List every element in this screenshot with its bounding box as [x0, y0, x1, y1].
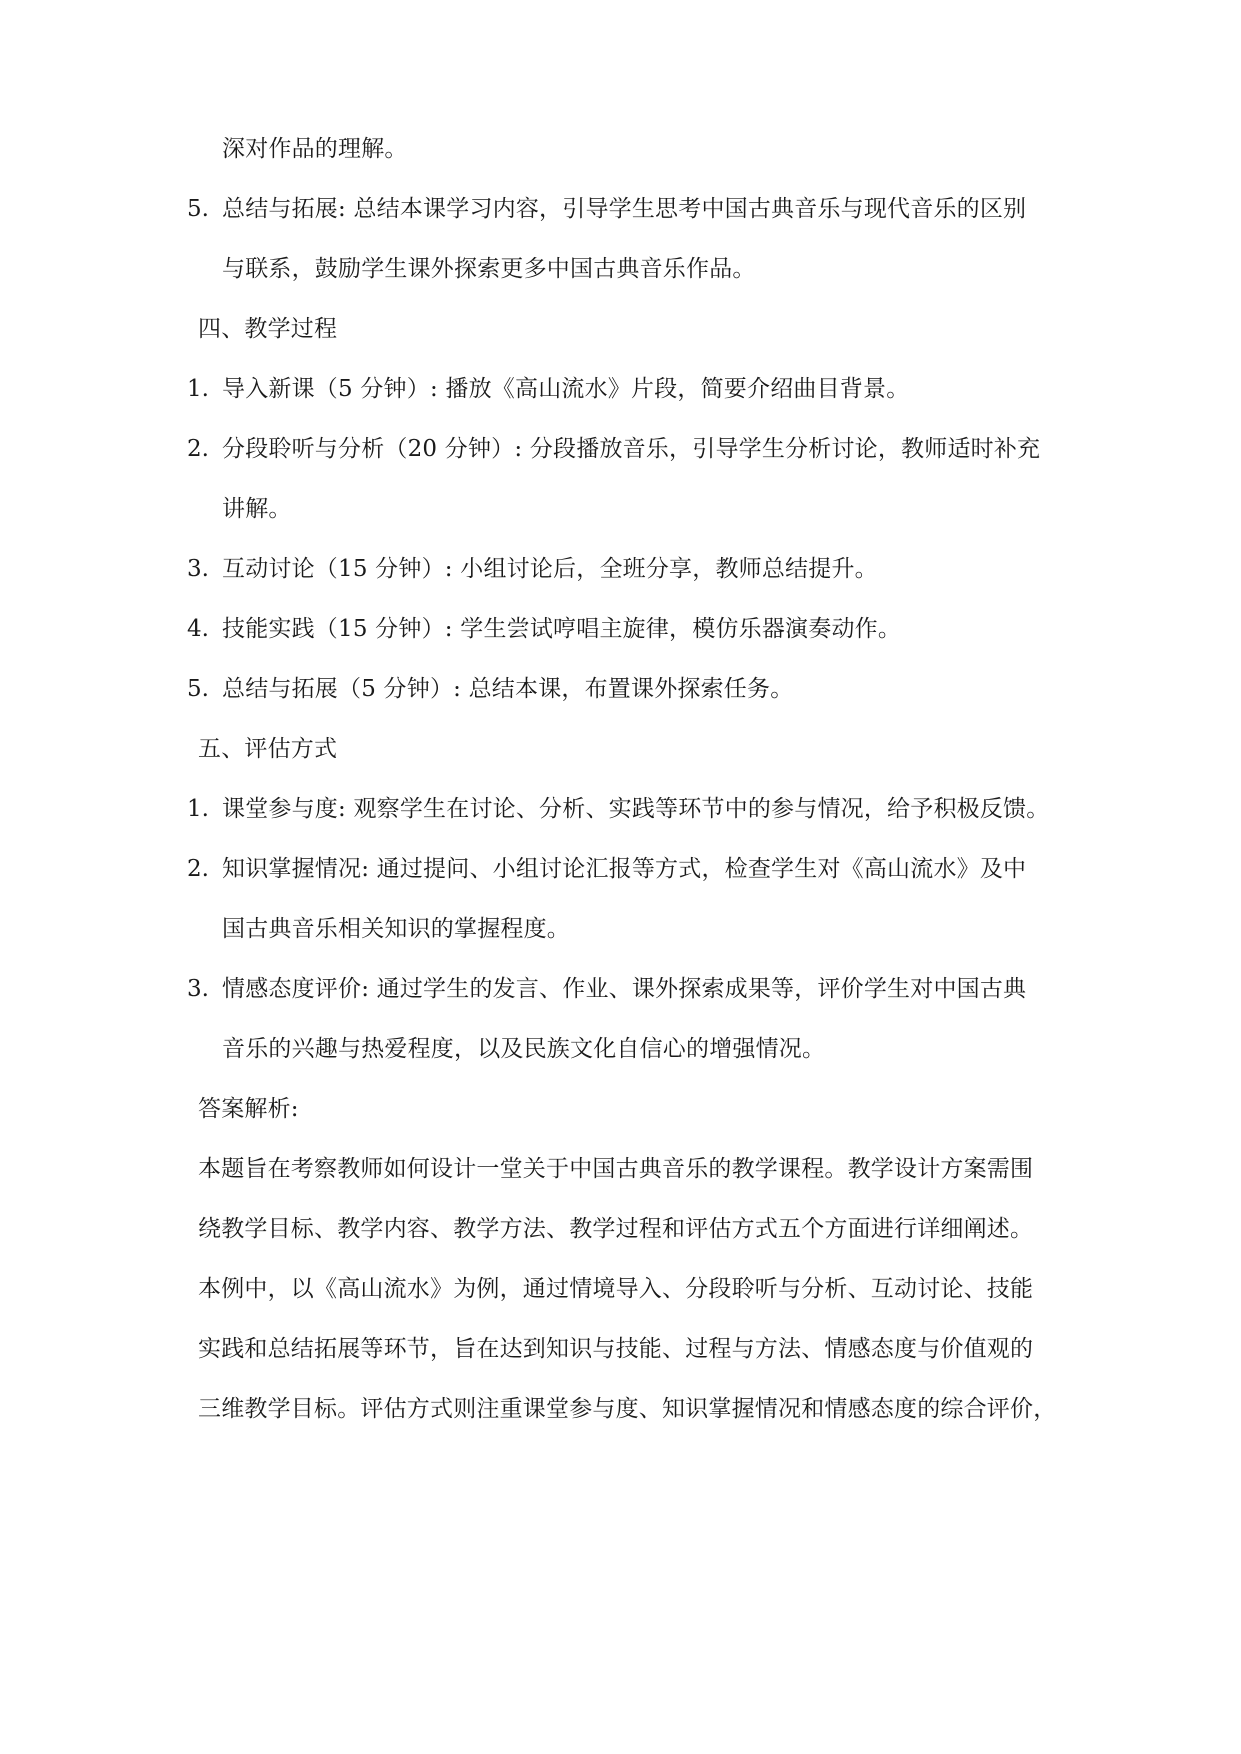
list-item-text: 知识掌握情况: 通过提问、小组讨论汇报等方式，检查学生对《高山流水》及中 — [222, 856, 1027, 882]
paragraph-line: 绕教学目标、教学内容、教学方法、教学过程和评估方式五个方面进行详细阐述。 — [198, 1216, 1034, 1242]
list-item-text: 技能实践（15 分钟）: 学生尝试哼唱主旋律，模仿乐器演奏动作。 — [222, 616, 902, 642]
list-number: 5. — [187, 196, 209, 222]
list-number: 1. — [187, 376, 209, 402]
continuation-text: 深对作品的理解。 — [222, 136, 408, 162]
paragraph-line: 三维教学目标。评估方式则注重课堂参与度、知识掌握情况和情感态度的综合评价， — [198, 1396, 1057, 1422]
list-item-text: 与联系，鼓励学生课外探索更多中国古典音乐作品。 — [222, 256, 756, 282]
list-number: 3. — [187, 556, 209, 582]
list-item-text: 总结与拓展: 总结本课学习内容，引导学生思考中国古典音乐与现代音乐的区别 — [222, 196, 1027, 222]
analysis-heading: 答案解析: — [198, 1096, 299, 1122]
section-heading: 五、评估方式 — [198, 736, 338, 762]
list-number: 3. — [187, 976, 209, 1002]
list-item-text: 音乐的兴趣与热爱程度，以及民族文化自信心的增强情况。 — [222, 1036, 826, 1062]
paragraph-line: 实践和总结拓展等环节，旨在达到知识与技能、过程与方法、情感态度与价值观的 — [198, 1336, 1034, 1362]
list-item-text: 导入新课（5 分钟）: 播放《高山流水》片段，简要介绍曲目背景。 — [222, 376, 910, 402]
list-number: 2. — [187, 436, 209, 462]
paragraph-line: 本题旨在考察教师如何设计一堂关于中国古典音乐的教学课程。教学设计方案需围 — [198, 1156, 1034, 1182]
paragraph-line: 本例中，以《高山流水》为例，通过情境导入、分段聆听与分析、互动讨论、技能 — [198, 1276, 1034, 1302]
list-number: 2. — [187, 856, 209, 882]
section-heading: 四、教学过程 — [198, 316, 338, 342]
list-number: 4. — [187, 616, 209, 642]
list-item-text: 国古典音乐相关知识的掌握程度。 — [222, 916, 570, 942]
list-item-text: 总结与拓展（5 分钟）: 总结本课，布置课外探索任务。 — [222, 676, 794, 702]
list-item-text: 课堂参与度: 观察学生在讨论、分析、实践等环节中的参与情况，给予积极反馈。 — [222, 796, 1050, 822]
list-number: 1. — [187, 796, 209, 822]
list-item-text: 互动讨论（15 分钟）: 小组讨论后，全班分享，教师总结提升。 — [222, 556, 878, 582]
list-item-text: 情感态度评价: 通过学生的发言、作业、课外探索成果等，评价学生对中国古典 — [222, 976, 1027, 1002]
list-number: 5. — [187, 676, 209, 702]
list-item-text: 讲解。 — [222, 496, 292, 522]
list-item-text: 分段聆听与分析（20 分钟）: 分段播放音乐，引导学生分析讨论，教师适时补充 — [222, 436, 1041, 462]
